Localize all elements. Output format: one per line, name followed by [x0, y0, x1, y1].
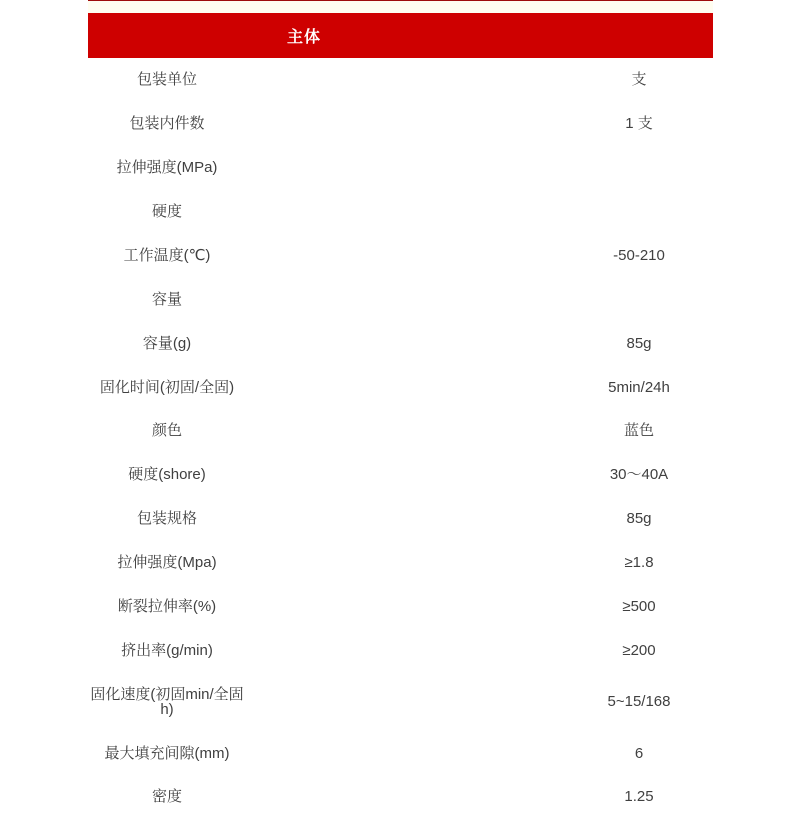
spec-value: 1 支: [625, 115, 653, 133]
spec-value: 5min/24h: [608, 378, 670, 396]
spec-section-title: 主体: [287, 29, 322, 46]
spec-row: [88, 628, 713, 672]
spec-label: 拉伸强度(MPa): [116, 159, 218, 177]
spec-rows: [88, 58, 713, 819]
spec-row: [88, 731, 713, 775]
spec-value: ≥500: [622, 597, 656, 615]
spec-label: 固化速度(初固min/全固h): [90, 685, 244, 718]
spec-label: 工作温度(℃): [123, 246, 211, 264]
spec-value: -50-210: [613, 246, 665, 264]
spec-row: [88, 321, 713, 365]
spec-label: 硬度(shore): [128, 466, 206, 484]
spec-value: 蓝色: [623, 422, 654, 440]
spec-row: [88, 497, 713, 541]
spec-label: 包装内件数: [129, 115, 205, 133]
spec-label: 容量(g): [142, 334, 192, 352]
spec-row: [88, 234, 713, 278]
spec-value: 6: [634, 744, 644, 762]
spec-label: 固化时间(初固/全固): [99, 378, 235, 396]
spec-row: [88, 146, 713, 190]
spec-value: 30～40A: [609, 466, 669, 484]
spec-row: [88, 102, 713, 146]
spec-row: [88, 277, 713, 321]
spec-section-header: [88, 13, 713, 58]
spec-label: 最大填充间隙(mm): [104, 744, 230, 762]
spec-row: [88, 672, 713, 731]
spec-label: 挤出率(g/min): [121, 641, 213, 659]
spec-label: 密度: [151, 788, 182, 806]
spec-value: 5~15/168: [607, 693, 671, 711]
spec-label: 颜色: [151, 422, 182, 440]
spec-value: ≥200: [622, 641, 656, 659]
spec-label: 包装单位: [136, 71, 197, 89]
spec-label: 拉伸强度(Mpa): [117, 554, 217, 572]
spec-value: 1.25: [624, 788, 654, 806]
spec-row: [88, 585, 713, 629]
spec-value: 支: [631, 71, 647, 89]
spec-label: 硬度: [151, 203, 182, 221]
spec-label: 容量: [151, 290, 182, 308]
spec-row: [88, 409, 713, 453]
top-strip: [88, 1, 713, 13]
spec-table: [88, 0, 713, 819]
spec-row: [88, 58, 713, 102]
spec-row: [88, 365, 713, 409]
spec-value: 85g: [626, 334, 652, 352]
spec-value: ≥1.8: [624, 554, 654, 572]
spec-row: [88, 775, 713, 819]
spec-label: 断裂拉伸率(%): [117, 597, 217, 615]
spec-row: [88, 190, 713, 234]
spec-label: 包装规格: [136, 510, 197, 528]
spec-row: [88, 453, 713, 497]
spec-value: 85g: [626, 510, 652, 528]
spec-row: [88, 541, 713, 585]
